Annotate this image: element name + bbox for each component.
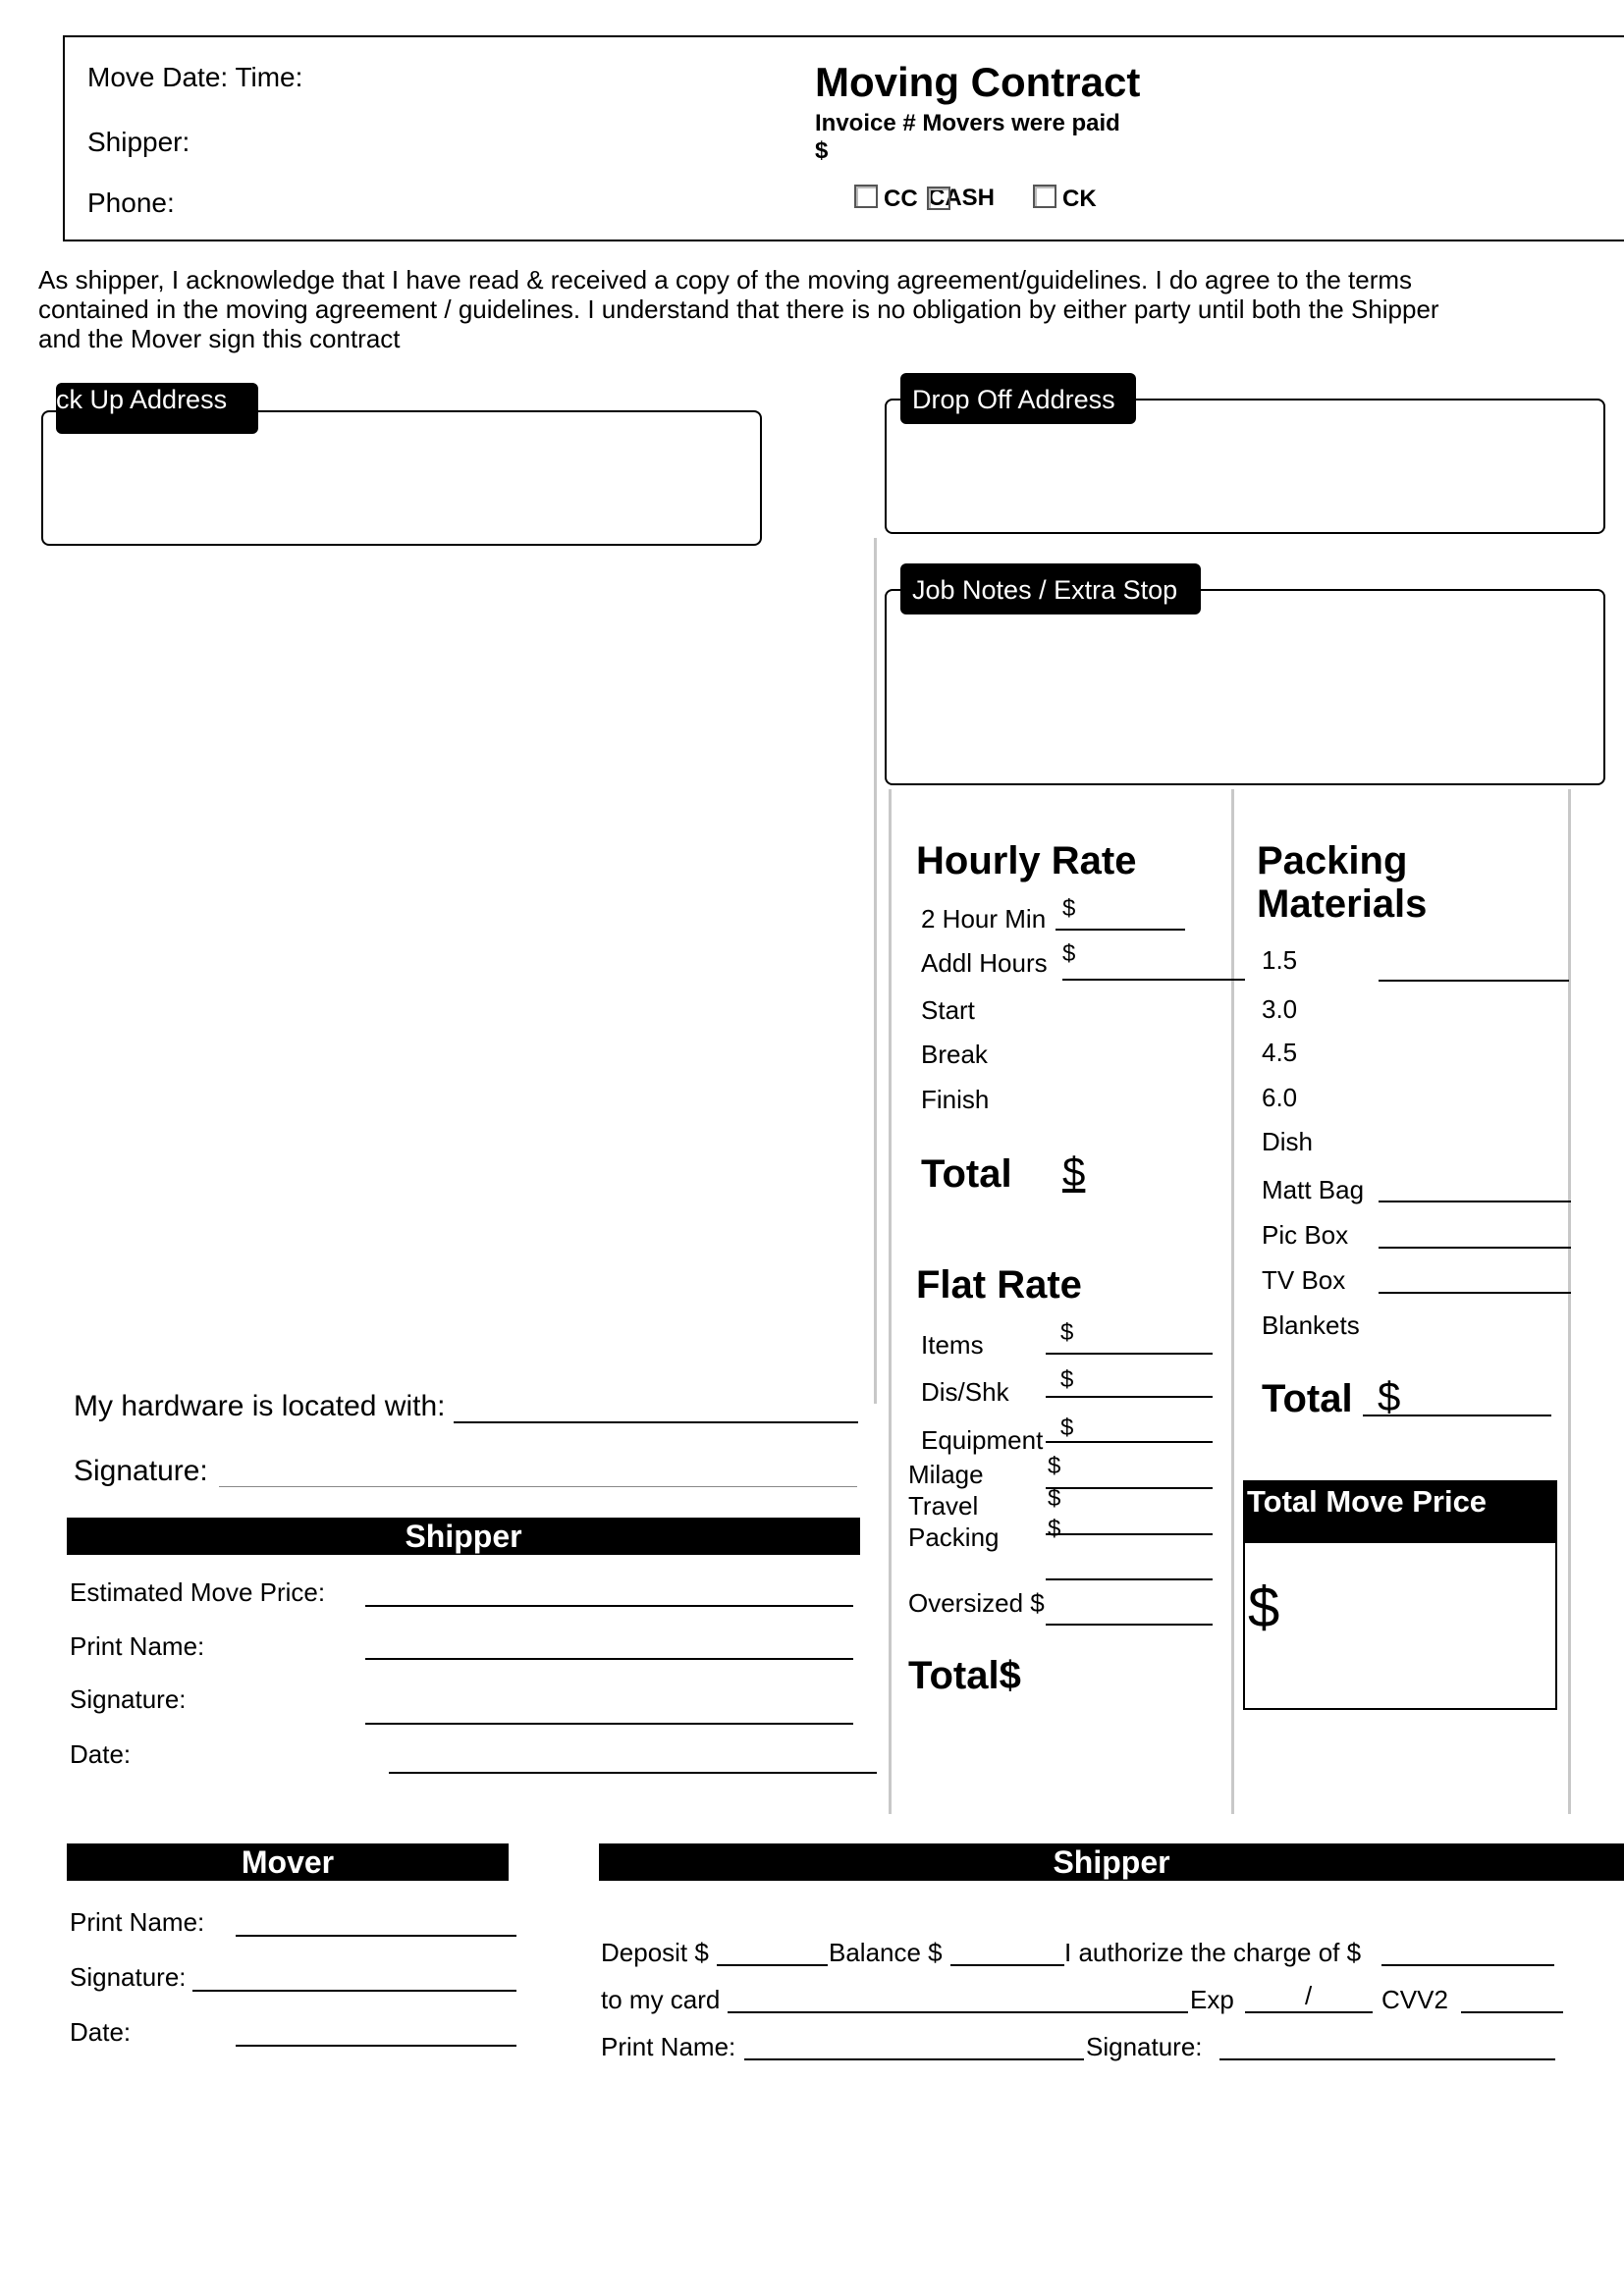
packing-total-field[interactable]: [1363, 1415, 1551, 1416]
deposit-label: Deposit $: [601, 1938, 709, 1967]
mover-date-field[interactable]: [236, 2045, 516, 2047]
travel-field[interactable]: [1046, 1533, 1213, 1535]
payment-option-ck[interactable]: CK: [1033, 185, 1097, 213]
job-notes-box[interactable]: [885, 589, 1605, 785]
hourly-row-label: Finish: [921, 1085, 990, 1114]
packing-row-label: TV Box: [1262, 1265, 1346, 1295]
cvv-field[interactable]: [1461, 2011, 1563, 2013]
matt-bag-field[interactable]: [1379, 1201, 1571, 1202]
shipper-print-name-label: Print Name:: [70, 1631, 205, 1661]
oversized-label: Oversized $: [908, 1588, 1045, 1618]
flat-row-label: Dis/Shk: [921, 1377, 1009, 1407]
balance-label: Balance $: [829, 1938, 943, 1967]
job-notes-tab: Job Notes / Extra Stop: [900, 563, 1201, 614]
addl-hours-field[interactable]: [1062, 979, 1245, 981]
payment-print-name-label: Print Name:: [601, 2032, 736, 2061]
flat-row-label: Equipment: [921, 1425, 1044, 1455]
box-1-5-field[interactable]: [1379, 980, 1569, 982]
mover-print-name-field[interactable]: [236, 1935, 516, 1937]
authorize-label: I authorize the charge of $: [1064, 1938, 1362, 1967]
packing-materials-title: Packing Materials: [1257, 839, 1428, 926]
cash-checkbox-icon[interactable]: [927, 187, 956, 213]
packing-total-label: Total: [1262, 1377, 1353, 1420]
mover-signature-field[interactable]: [192, 1990, 516, 1992]
mover-signature-label: Signature:: [70, 1962, 187, 1992]
packing-row-label: 4.5: [1262, 1038, 1298, 1067]
packing-row-label: 6.0: [1262, 1083, 1298, 1112]
currency-sign: $: [1062, 895, 1076, 922]
mover-date-label: Date:: [70, 2017, 132, 2047]
card-number-field[interactable]: [728, 2011, 1188, 2013]
hourly-row-label: Break: [921, 1040, 988, 1069]
hardware-signature-label: Signature:: [74, 1455, 208, 1487]
shipper-print-name-field[interactable]: [365, 1658, 853, 1660]
invoice-line: Invoice # Movers were paid: [815, 110, 1120, 136]
hourly-row-label: 2 Hour Min: [921, 904, 1047, 934]
oversized-field[interactable]: [1046, 1624, 1213, 1626]
total-move-price-label: Total Move Price: [1245, 1482, 1555, 1543]
payment-option-cc[interactable]: CC: [854, 185, 918, 213]
packing-row-label: Blankets: [1262, 1310, 1360, 1340]
payment-print-name-field[interactable]: [744, 2058, 1084, 2060]
currency-sign: $: [1048, 1516, 1061, 1542]
pic-box-field[interactable]: [1379, 1247, 1571, 1249]
milage-field[interactable]: [1046, 1487, 1213, 1489]
authorize-amount-field[interactable]: [1381, 1964, 1554, 1966]
payment-section-header: Shipper: [599, 1843, 1624, 1881]
shipper-date-label: Date:: [70, 1739, 132, 1769]
currency-sign: $: [1048, 1453, 1061, 1479]
exp-label: Exp: [1190, 1985, 1234, 2014]
tv-box-field[interactable]: [1379, 1292, 1571, 1294]
packing-row-label: Dish: [1262, 1127, 1314, 1156]
column-divider: [874, 538, 877, 1404]
flat-row-label: Packing: [908, 1522, 1000, 1552]
hourly-rate-title: Hourly Rate: [916, 839, 1137, 882]
items-field[interactable]: [1046, 1353, 1213, 1355]
two-hour-min-field[interactable]: [1056, 929, 1185, 931]
mover-section-header: Mover: [67, 1843, 509, 1881]
move-date-label: Move Date: Time:: [87, 62, 303, 92]
flat-row-label: Milage: [908, 1460, 984, 1489]
currency-sign: $: [1060, 1319, 1074, 1346]
hourly-row-label: Start: [921, 995, 975, 1025]
hardware-located-label: My hardware is located with:: [74, 1390, 446, 1422]
hourly-row-label: Addl Hours: [921, 948, 1048, 978]
currency-sign: $: [1062, 940, 1076, 967]
hardware-located-field[interactable]: [454, 1421, 858, 1423]
packing-row-label: Matt Bag: [1262, 1175, 1365, 1204]
agreement-text: As shipper, I acknowledge that I have read & received a copy of the moving agreement/guidelines. I do agree to the terms contained in the moving agreement / guidelines. I understand that there is no obligation by either party until both the Shipper and the Mover sign this contract: [38, 265, 1439, 353]
dropoff-address-tab: Drop Off Address: [900, 373, 1136, 424]
dis-shk-field[interactable]: [1046, 1396, 1213, 1398]
cvv-label: CVV2: [1381, 1985, 1448, 2014]
estimated-move-price-label: Estimated Move Price:: [70, 1577, 326, 1607]
shipper-signature-label: Signature:: [70, 1684, 187, 1714]
packing-row-label: 3.0: [1262, 994, 1298, 1024]
flat-total-label: Total$: [908, 1654, 1021, 1697]
currency-sign: $: [1060, 1366, 1074, 1393]
rate-table-left-border: [889, 789, 892, 1814]
hardware-signature-field[interactable]: [219, 1486, 857, 1487]
packing-total-currency: $: [1378, 1373, 1401, 1419]
packing-row-label: 1.5: [1262, 945, 1298, 975]
card-label: to my card: [601, 1985, 721, 2014]
shipper-section-header: Shipper: [67, 1518, 860, 1555]
estimated-move-price-field[interactable]: [365, 1605, 853, 1607]
flat-rate-title: Flat Rate: [916, 1263, 1082, 1307]
shipper-signature-field[interactable]: [365, 1723, 853, 1725]
shipper-label: Shipper:: [87, 127, 190, 157]
equipment-field[interactable]: [1046, 1441, 1213, 1443]
exp-slash: /: [1305, 1981, 1313, 2010]
packing-field[interactable]: [1046, 1578, 1213, 1580]
shipper-date-field[interactable]: [389, 1772, 877, 1774]
currency-sign: $: [1048, 1485, 1061, 1512]
exp-field[interactable]: [1245, 2011, 1373, 2013]
rate-table-right-border: [1568, 789, 1571, 1814]
currency-sign: $: [1060, 1415, 1074, 1441]
hourly-total-label: Total: [921, 1152, 1012, 1196]
paid-currency: $: [815, 137, 829, 164]
total-move-price-currency[interactable]: $: [1248, 1575, 1280, 1639]
payment-option-cash[interactable]: CASH: [928, 185, 996, 211]
ck-checkbox-icon[interactable]: [1033, 185, 1056, 208]
payment-signature-field[interactable]: [1219, 2058, 1555, 2060]
mover-print-name-label: Print Name:: [70, 1907, 205, 1937]
packing-row-label: Pic Box: [1262, 1220, 1349, 1250]
phone-label: Phone:: [87, 187, 175, 218]
flat-row-label: Items: [921, 1330, 984, 1360]
hourly-total-currency: $: [1062, 1148, 1086, 1195]
total-move-price-box: [1243, 1480, 1557, 1710]
deposit-field[interactable]: [717, 1964, 828, 1966]
payment-signature-label: Signature:: [1086, 2032, 1203, 2061]
flat-row-label: Travel: [908, 1491, 979, 1521]
pickup-address-tab: ick Up Address: [56, 383, 258, 434]
page-title: Moving Contract: [815, 59, 1141, 105]
rate-table-mid-border: [1231, 789, 1234, 1814]
cc-checkbox-icon[interactable]: [854, 185, 878, 208]
balance-field[interactable]: [950, 1964, 1064, 1966]
